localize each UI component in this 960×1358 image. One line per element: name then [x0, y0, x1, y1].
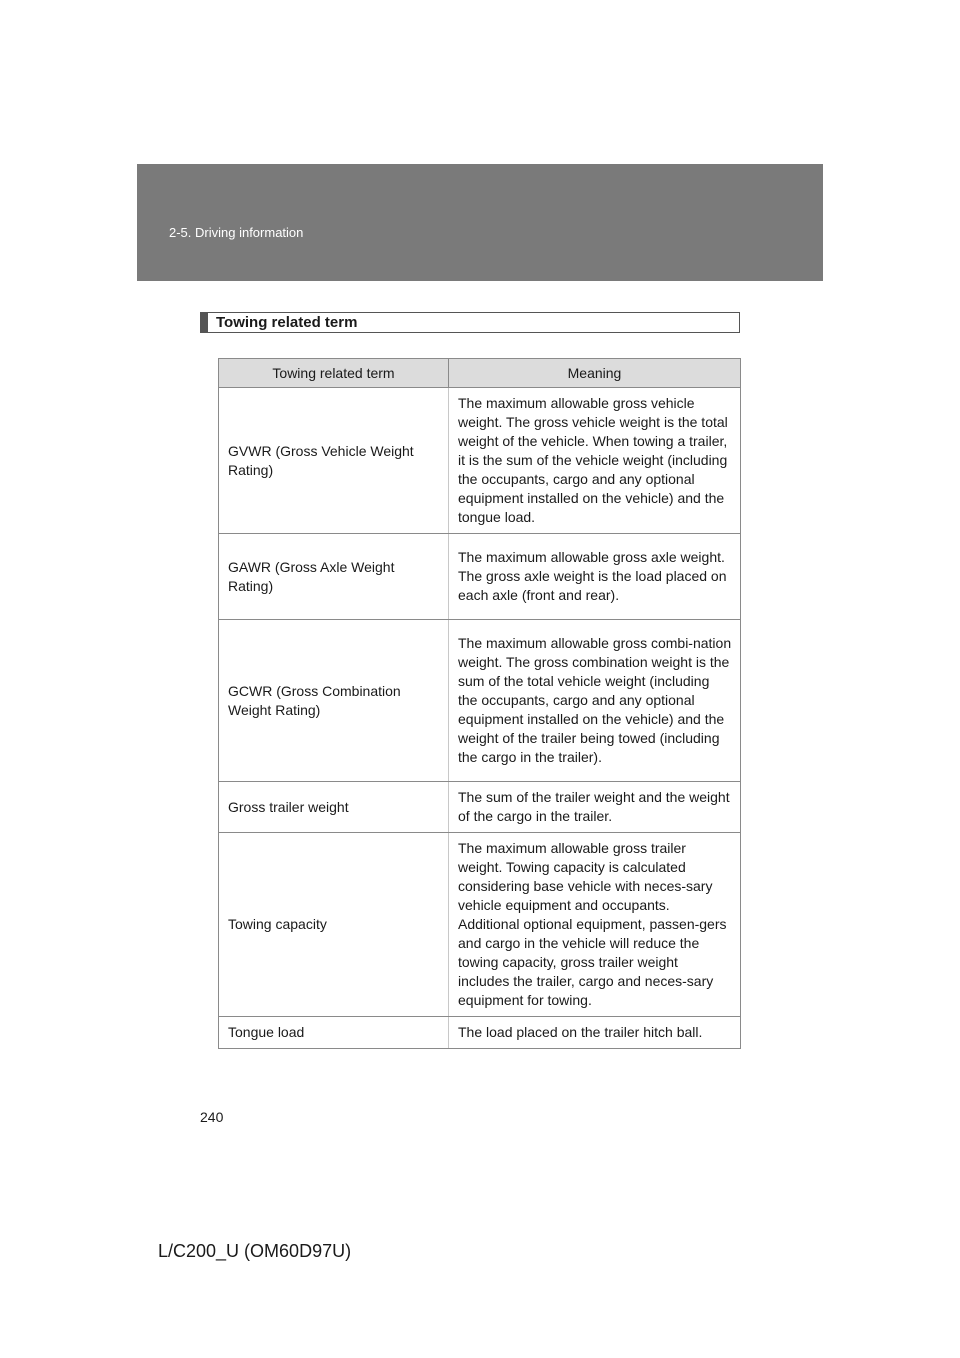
term-cell: GCWR (Gross Combination Weight Rating) [219, 620, 449, 782]
section-title-box [200, 312, 740, 333]
section-title-marker [201, 313, 208, 332]
term-cell: Towing capacity [219, 833, 449, 1017]
table-row [219, 620, 741, 782]
meaning-cell: The maximum allowable gross trailer weight. Towing capacity is calculated considering base vehicle with neces-sary vehicle equipment and occupants. Additional optional equipment, passen-gers and cargo in the vehicle will reduce the towing capacity, gross trailer weight includes the trailer, cargo and neces-sary equipment for towing. [449, 833, 741, 1017]
term-cell: Tongue load [219, 1017, 449, 1049]
table-row [219, 833, 741, 1017]
meaning-cell: The maximum allowable gross vehicle weight. The gross vehicle weight is the total weight of the vehicle. When towing a trailer, it is the sum of the vehicle weight (including the occupants, cargo and any optional equipment installed on the vehicle) and the tongue load. [449, 388, 741, 534]
column-header-term: Towing related term [219, 359, 449, 388]
table-row [219, 534, 741, 620]
section-label: 2-5. Driving information [169, 225, 304, 240]
meaning-cell: The sum of the trailer weight and the weight of the cargo in the trailer. [449, 782, 741, 833]
section-title: Towing related term [216, 314, 358, 331]
table-row [219, 782, 741, 833]
header-band [137, 164, 823, 281]
meaning-cell: The load placed on the trailer hitch ball. [449, 1017, 741, 1049]
column-header-meaning: Meaning [449, 359, 741, 388]
meaning-line: The maximum allowable gross axle weight. [458, 549, 725, 565]
term-cell: GAWR (Gross Axle Weight Rating) [219, 534, 449, 620]
term-cell: GVWR (Gross Vehicle Weight Rating) [219, 388, 449, 534]
meaning-cell: The maximum allowable gross combi-nation weight. The gross combination weight is the sum of the total vehicle weight (including the occupants, cargo and any optional equipment installed on the vehicle) and the weight of the trailer being towed (including the cargo in the trailer). [449, 620, 741, 782]
towing-terms-table [218, 358, 741, 1049]
page-number: 240 [200, 1109, 224, 1125]
document-code: L/C200_U (OM60D97U) [158, 1241, 352, 1261]
term-cell: Gross trailer weight [219, 782, 449, 833]
table-header-row [219, 359, 741, 388]
table-row [219, 1017, 741, 1049]
table-row [219, 388, 741, 534]
meaning-line: The gross axle weight is the load placed on each axle (front and rear). [458, 568, 727, 603]
meaning-cell [449, 534, 741, 620]
